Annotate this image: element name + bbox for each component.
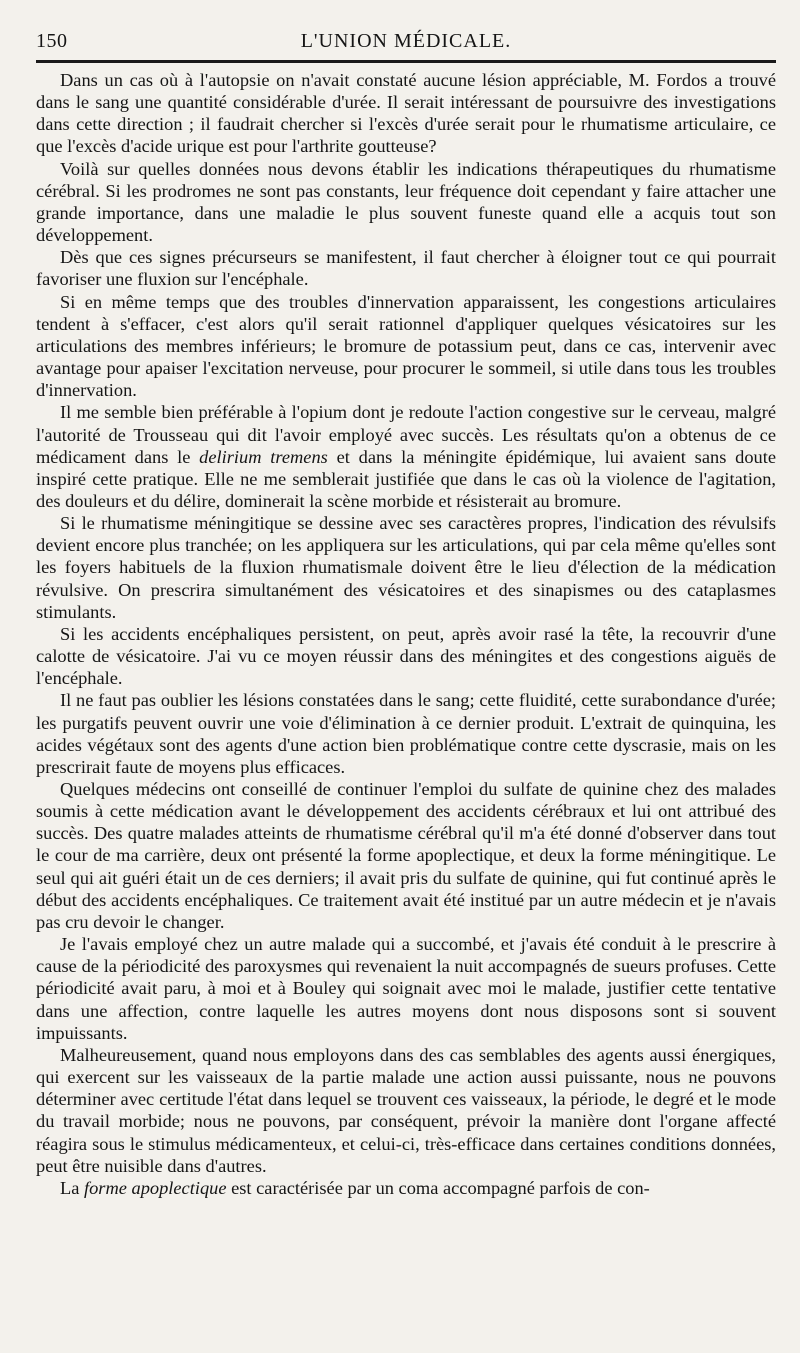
paragraph-apoplectique-start: La <box>60 1177 84 1198</box>
paragraph-lesions-sang: Il ne faut pas oublier les lésions constatées dans le sang; cette fluidité, cette surabondance d'urée; les purgatifs peuvent ouvrir une voie d'élimination à ce dernier produit. L'extrait de quinquina, les acides végétaux sont des agents d'une action bien problématique contre cette dyscrasie, mais on les prescrirait faute de moyens plus efficaces. <box>36 690 776 777</box>
paragraph-autopsie: Dans un cas où à l'autopsie on n'avait constaté aucune lésion appréciable, M. Fordos a trouvé dans le sang une quantité considérable d'urée. Il serait intéressant de poursuivre des investigations dans cette direction ; il faudrait chercher si l'excès d'urée serait pour le rhumatisme articulaire, ce que l'excès d'acide urique est pour l'arthrite goutteuse? <box>36 70 776 157</box>
paragraph-opium-italic: delirium tremens <box>199 446 328 467</box>
page-header <box>36 22 776 54</box>
paragraph-forme-apoplectique <box>36 1177 776 1199</box>
page-number: 150 <box>36 30 68 52</box>
header-rule <box>36 60 776 63</box>
paragraph-congestions: Si en même temps que des troubles d'innervation apparaissent, les congestions articulaires tendent à s'effacer, c'est alors qu'il serait rationnel d'appliquer quelques vésicatoires sur les articulations des membres inférieurs; le bromure de potassium peut, dans ce cas, intervenir avec avantage pour apaiser l'excitation nerveuse, pour procurer le sommeil, si utile dans tous les troubles d'innervation. <box>36 291 776 401</box>
paragraph-apoplectique-italic: forme apoplectique <box>84 1177 227 1198</box>
paragraph-indications: Voilà sur quelles données nous devons établir les indications thérapeutiques du rhumatisme cérébral. Si les prodromes ne sont pas constants, leur fréquence doit cependant y faire attacher une grande importance, dans une maladie le plus souvent funeste quand elle a acquis tout son développement. <box>36 158 776 246</box>
paragraph-meningitique: Si le rhumatisme méningitique se dessine avec ses caractères propres, l'indication des révulsifs devient encore plus tranchée; on les appliquera sur les articulations, qui par cela même qu'elles sont les foyers habituels de la fluxion rhumatismale doivent être le lieu d'élection de la médication révulsive. On prescrira simultanément des vésicatoires et des sinapismes ou des cataplasmes stimulants. <box>36 513 776 622</box>
paragraph-opium-start: Il me semble bien préférable à l'opium dont je redoute l'action congestive sur le cerveau, malgré l'autorité de Trousseau qui dit l'avoir employé avec succès. Les résultats qu'on a obtenus de ce médicament dans le <box>36 402 776 467</box>
paragraph-malheureusement: Malheureusement, quand nous employons dans des cas semblables des agents aussi énergiques, qui exercent sur les vaisseaux de la partie malade une action aussi puissante, nous ne pouvons déterminer avec certitude l'état dans lequel se trouvent ces vaisseaux, la période, le degré et le mode du travail morbide; nous ne pouvons, par conséquent, prévoir la manière dont l'organe affecté réagira sous le stimulus médicamenteux, et celui-ci, très-efficace dans certaines conditions données, peut être nuisible dans d'autres. <box>36 1044 776 1176</box>
paragraph-apoplectique-end: est caractérisée par un coma accompagné parfois de con- <box>226 1177 650 1198</box>
paragraph-autre-malade: Je l'avais employé chez un autre malade qui a succombé, et j'avais été conduit à le prescrire à cause de la périodicité des paroxysmes qui revenaient la nuit accompagnés de sueurs profuses. Cette périodicité avait paru, à moi et à Bouley qui soignait avec moi le malade, justifier cette tentative dans une affection, contre laquelle les autres moyens dont nous disposons sont si souvent impuissants. <box>36 934 776 1043</box>
paragraph-sulfate-quinine: Quelques médecins ont conseillé de continuer l'emploi du sulfate de quinine chez des malades soumis à cette médication avant le développement des accidents cérébraux et lui ont attribué des succès. Des quatre malades atteints de rhumatisme cérébral qu'il m'a été donné d'observer dans tout le cour de ma carrière, deux ont présenté la forme apoplectique, et deux la forme méningitique. Le seul qui ait guéri était un de ces derniers; il avait pris du sulfate de quinine, qui fut continué après le début des accidents encéphaliques. Ce traitement avait été institué par un autre médecin et je n'avais pas cru devoir le changer. <box>36 779 776 932</box>
paragraph-opium-end: et dans la méningite épidémique, lui avaient sans doute inspiré cette pratique. Elle ne me semblerait justifiée que dans le cas où la violence de l'agitation, des douleurs et du délire, dominerait la scène morbide et résisterait au bromure. <box>36 446 776 511</box>
body-text <box>36 69 776 1199</box>
running-title: L'UNION MÉDICALE. <box>300 30 512 52</box>
paragraph-signes-precurseurs: Dès que ces signes précurseurs se manifestent, il faut chercher à éloigner tout ce qui pourrait favoriser une fluxion sur l'encéphale. <box>36 247 776 290</box>
paragraph-accidents: Si les accidents encéphaliques persistent, on peut, après avoir rasé la tête, la recouvrir d'une calotte de vésicatoire. J'ai vu ce moyen réussir dans des méningites et des congestions aiguës de l'encéphale. <box>36 623 776 689</box>
paragraph-opium <box>36 401 776 512</box>
